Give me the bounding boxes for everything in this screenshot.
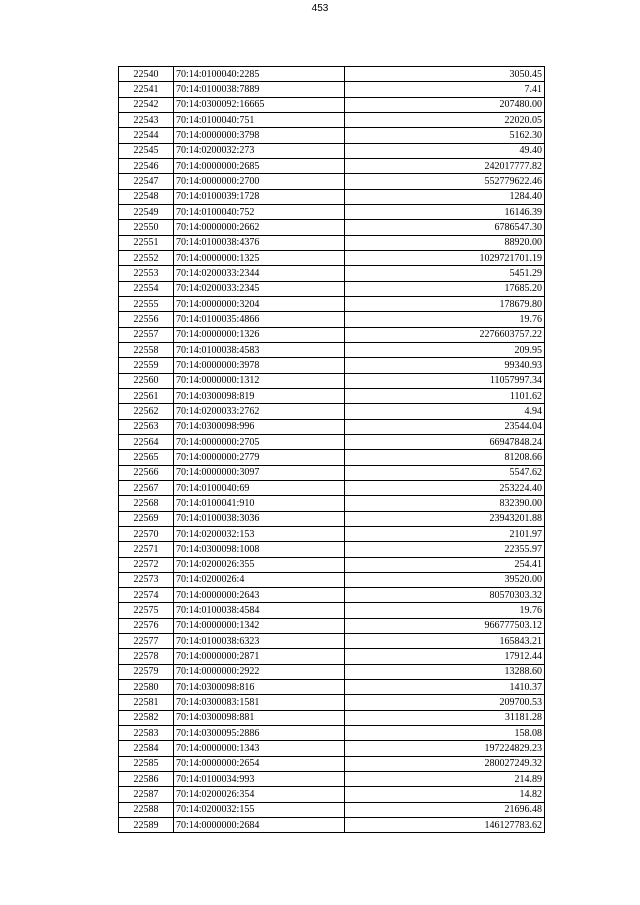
cadastral-number-cell: 70:14:0300098:1008	[174, 542, 345, 557]
cadastral-number-cell: 70:14:0100039:1728	[174, 189, 345, 204]
row-number-cell: 22569	[119, 511, 174, 526]
cadastral-number-cell: 70:14:0200026:355	[174, 557, 345, 572]
value-cell: 254.41	[345, 557, 545, 572]
value-cell: 7.41	[345, 82, 545, 97]
table-row	[119, 204, 545, 219]
value-cell: 49.40	[345, 143, 545, 158]
cadastral-number-cell: 70:14:0300083:1581	[174, 695, 345, 710]
value-cell: 19.76	[345, 603, 545, 618]
cadastral-number-cell: 70:14:0300095:2886	[174, 726, 345, 741]
value-cell: 209700.53	[345, 695, 545, 710]
table-row	[119, 741, 545, 756]
table-row	[119, 756, 545, 771]
cadastral-number-cell: 70:14:0200026:4	[174, 572, 345, 587]
row-number-cell: 22570	[119, 526, 174, 541]
table-row	[119, 465, 545, 480]
cadastral-number-cell: 70:14:0200032:153	[174, 526, 345, 541]
value-cell: 214.89	[345, 772, 545, 787]
cadastral-number-cell: 70:14:0000000:2700	[174, 174, 345, 189]
table-row	[119, 220, 545, 235]
value-cell: 1410.37	[345, 680, 545, 695]
table-row	[119, 388, 545, 403]
data-table	[118, 66, 545, 833]
table-row	[119, 818, 545, 833]
cadastral-number-cell: 70:14:0000000:3978	[174, 358, 345, 373]
row-number-cell: 22546	[119, 158, 174, 173]
cadastral-number-cell: 70:14:0000000:2654	[174, 756, 345, 771]
row-number-cell: 22556	[119, 312, 174, 327]
row-number-cell: 22573	[119, 572, 174, 587]
cadastral-number-cell: 70:14:0300098:996	[174, 419, 345, 434]
cadastral-number-cell: 70:14:0000000:1325	[174, 250, 345, 265]
table-row	[119, 634, 545, 649]
table-row	[119, 235, 545, 250]
row-number-cell: 22574	[119, 588, 174, 603]
table-row	[119, 787, 545, 802]
value-cell: 178679.80	[345, 296, 545, 311]
cadastral-number-cell: 70:14:0000000:1312	[174, 373, 345, 388]
value-cell: 552779622.46	[345, 174, 545, 189]
row-number-cell: 22580	[119, 680, 174, 695]
value-cell: 966777503.12	[345, 618, 545, 633]
table-row	[119, 97, 545, 112]
cadastral-number-cell: 70:14:0300098:881	[174, 710, 345, 725]
value-cell: 23943201.88	[345, 511, 545, 526]
value-cell: 5451.29	[345, 266, 545, 281]
value-cell: 1284.40	[345, 189, 545, 204]
row-number-cell: 22558	[119, 342, 174, 357]
value-cell: 197224829.23	[345, 741, 545, 756]
table-row	[119, 802, 545, 817]
table-row	[119, 572, 545, 587]
value-cell: 209.95	[345, 342, 545, 357]
value-cell: 81208.66	[345, 450, 545, 465]
row-number-cell: 22584	[119, 741, 174, 756]
row-number-cell: 22586	[119, 772, 174, 787]
cadastral-number-cell: 70:14:0000000:3097	[174, 465, 345, 480]
cadastral-number-cell: 70:14:0300092:16665	[174, 97, 345, 112]
row-number-cell: 22550	[119, 220, 174, 235]
row-number-cell: 22553	[119, 266, 174, 281]
table-row	[119, 542, 545, 557]
value-cell: 2276603757.22	[345, 327, 545, 342]
row-number-cell: 22555	[119, 296, 174, 311]
value-cell: 280027249.32	[345, 756, 545, 771]
value-cell: 23544.04	[345, 419, 545, 434]
table-row	[119, 128, 545, 143]
cadastral-number-cell: 70:14:0200032:273	[174, 143, 345, 158]
value-cell: 39520.00	[345, 572, 545, 587]
row-number-cell: 22567	[119, 480, 174, 495]
table-row	[119, 588, 545, 603]
value-cell: 66947848.24	[345, 434, 545, 449]
value-cell: 253224.40	[345, 480, 545, 495]
cadastral-number-cell: 70:14:0100040:2285	[174, 67, 345, 82]
cadastral-number-cell: 70:14:0100038:4584	[174, 603, 345, 618]
cadastral-number-cell: 70:14:0000000:1343	[174, 741, 345, 756]
value-cell: 5162.30	[345, 128, 545, 143]
cadastral-number-cell: 70:14:0300098:819	[174, 388, 345, 403]
table-row	[119, 266, 545, 281]
value-cell: 3050.45	[345, 67, 545, 82]
value-cell: 22020.05	[345, 112, 545, 127]
cadastral-number-cell: 70:14:0000000:3798	[174, 128, 345, 143]
value-cell: 6786547.30	[345, 220, 545, 235]
table-row	[119, 373, 545, 388]
table-row	[119, 680, 545, 695]
row-number-cell: 22568	[119, 496, 174, 511]
row-number-cell: 22577	[119, 634, 174, 649]
row-number-cell: 22547	[119, 174, 174, 189]
value-cell: 31181.28	[345, 710, 545, 725]
table-row	[119, 664, 545, 679]
table-row	[119, 618, 545, 633]
table-row	[119, 772, 545, 787]
cadastral-number-cell: 70:14:0000000:2779	[174, 450, 345, 465]
row-number-cell: 22579	[119, 664, 174, 679]
value-cell: 2101.97	[345, 526, 545, 541]
row-number-cell: 22582	[119, 710, 174, 725]
cadastral-number-cell: 70:14:0200033:2345	[174, 281, 345, 296]
table-row	[119, 158, 545, 173]
cadastral-number-cell: 70:14:0000000:3204	[174, 296, 345, 311]
value-cell: 17685.20	[345, 281, 545, 296]
row-number-cell: 22571	[119, 542, 174, 557]
row-number-cell: 22543	[119, 112, 174, 127]
value-cell: 21696.48	[345, 802, 545, 817]
table-row	[119, 649, 545, 664]
row-number-cell: 22589	[119, 818, 174, 833]
row-number-cell: 22575	[119, 603, 174, 618]
table-row	[119, 250, 545, 265]
cadastral-number-cell: 70:14:0100041:910	[174, 496, 345, 511]
value-cell: 5547.62	[345, 465, 545, 480]
row-number-cell: 22576	[119, 618, 174, 633]
table-row	[119, 174, 545, 189]
row-number-cell: 22585	[119, 756, 174, 771]
table-row	[119, 358, 545, 373]
cadastral-number-cell: 70:14:0000000:1342	[174, 618, 345, 633]
cadastral-number-cell: 70:14:0100038:4583	[174, 342, 345, 357]
value-cell: 158.08	[345, 726, 545, 741]
row-number-cell: 22587	[119, 787, 174, 802]
table-row	[119, 327, 545, 342]
table-row	[119, 82, 545, 97]
cadastral-number-cell: 70:14:0100040:752	[174, 204, 345, 219]
table-row	[119, 511, 545, 526]
row-number-cell: 22549	[119, 204, 174, 219]
row-number-cell: 22542	[119, 97, 174, 112]
cadastral-number-cell: 70:14:0100034:993	[174, 772, 345, 787]
cadastral-number-cell: 70:14:0000000:2871	[174, 649, 345, 664]
table-row	[119, 281, 545, 296]
table-row	[119, 312, 545, 327]
row-number-cell: 22565	[119, 450, 174, 465]
row-number-cell: 22554	[119, 281, 174, 296]
cadastral-number-cell: 70:14:0100038:6323	[174, 634, 345, 649]
cadastral-number-cell: 70:14:0100038:4376	[174, 235, 345, 250]
row-number-cell: 22583	[119, 726, 174, 741]
value-cell: 22355.97	[345, 542, 545, 557]
cadastral-number-cell: 70:14:0000000:2705	[174, 434, 345, 449]
value-cell: 80570303.32	[345, 588, 545, 603]
value-cell: 99340.93	[345, 358, 545, 373]
cadastral-number-cell: 70:14:0100040:69	[174, 480, 345, 495]
cadastral-number-cell: 70:14:0100038:3036	[174, 511, 345, 526]
cadastral-number-cell: 70:14:0000000:2685	[174, 158, 345, 173]
cadastral-number-cell: 70:14:0000000:2662	[174, 220, 345, 235]
table-row	[119, 480, 545, 495]
row-number-cell: 22566	[119, 465, 174, 480]
cadastral-number-cell: 70:14:0200026:354	[174, 787, 345, 802]
table-row	[119, 726, 545, 741]
value-cell: 146127783.62	[345, 818, 545, 833]
table-row	[119, 557, 545, 572]
row-number-cell: 22557	[119, 327, 174, 342]
row-number-cell: 22552	[119, 250, 174, 265]
value-cell: 11057997.34	[345, 373, 545, 388]
value-cell: 165843.21	[345, 634, 545, 649]
row-number-cell: 22563	[119, 419, 174, 434]
cadastral-number-cell: 70:14:0200032:155	[174, 802, 345, 817]
table-row	[119, 112, 545, 127]
row-number-cell: 22588	[119, 802, 174, 817]
value-cell: 16146.39	[345, 204, 545, 219]
value-cell: 4.94	[345, 404, 545, 419]
row-number-cell: 22548	[119, 189, 174, 204]
value-cell: 832390.00	[345, 496, 545, 511]
cadastral-number-cell: 70:14:0000000:2643	[174, 588, 345, 603]
row-number-cell: 22560	[119, 373, 174, 388]
row-number-cell: 22544	[119, 128, 174, 143]
value-cell: 1029721701.19	[345, 250, 545, 265]
row-number-cell: 22541	[119, 82, 174, 97]
row-number-cell: 22564	[119, 434, 174, 449]
row-number-cell: 22540	[119, 67, 174, 82]
table-row	[119, 342, 545, 357]
cadastral-number-cell: 70:14:0000000:2922	[174, 664, 345, 679]
value-cell: 13288.60	[345, 664, 545, 679]
value-cell: 17912.44	[345, 649, 545, 664]
value-cell: 19.76	[345, 312, 545, 327]
cadastral-number-cell: 70:14:0000000:2684	[174, 818, 345, 833]
table-row	[119, 189, 545, 204]
value-cell: 1101.62	[345, 388, 545, 403]
cadastral-number-cell: 70:14:0100038:7889	[174, 82, 345, 97]
table-body	[119, 67, 545, 833]
cadastral-number-cell: 70:14:0200033:2762	[174, 404, 345, 419]
value-cell: 14.82	[345, 787, 545, 802]
table-row	[119, 710, 545, 725]
page-number: 453	[311, 3, 329, 14]
row-number-cell: 22578	[119, 649, 174, 664]
table-row	[119, 296, 545, 311]
value-cell: 242017777.82	[345, 158, 545, 173]
table-row	[119, 695, 545, 710]
table-row	[119, 450, 545, 465]
cadastral-number-cell: 70:14:0300098:816	[174, 680, 345, 695]
row-number-cell: 22559	[119, 358, 174, 373]
table-row	[119, 603, 545, 618]
cadastral-number-cell: 70:14:0100035:4866	[174, 312, 345, 327]
row-number-cell: 22572	[119, 557, 174, 572]
table-row	[119, 143, 545, 158]
table-row	[119, 496, 545, 511]
row-number-cell: 22561	[119, 388, 174, 403]
cadastral-number-cell: 70:14:0000000:1326	[174, 327, 345, 342]
cadastral-number-cell: 70:14:0100040:751	[174, 112, 345, 127]
table-row	[119, 419, 545, 434]
row-number-cell: 22562	[119, 404, 174, 419]
row-number-cell: 22545	[119, 143, 174, 158]
table-row	[119, 526, 545, 541]
row-number-cell: 22581	[119, 695, 174, 710]
table-row	[119, 404, 545, 419]
value-cell: 207480.00	[345, 97, 545, 112]
value-cell: 88920.00	[345, 235, 545, 250]
table-row	[119, 434, 545, 449]
cadastral-number-cell: 70:14:0200033:2344	[174, 266, 345, 281]
table-row	[119, 67, 545, 82]
row-number-cell: 22551	[119, 235, 174, 250]
